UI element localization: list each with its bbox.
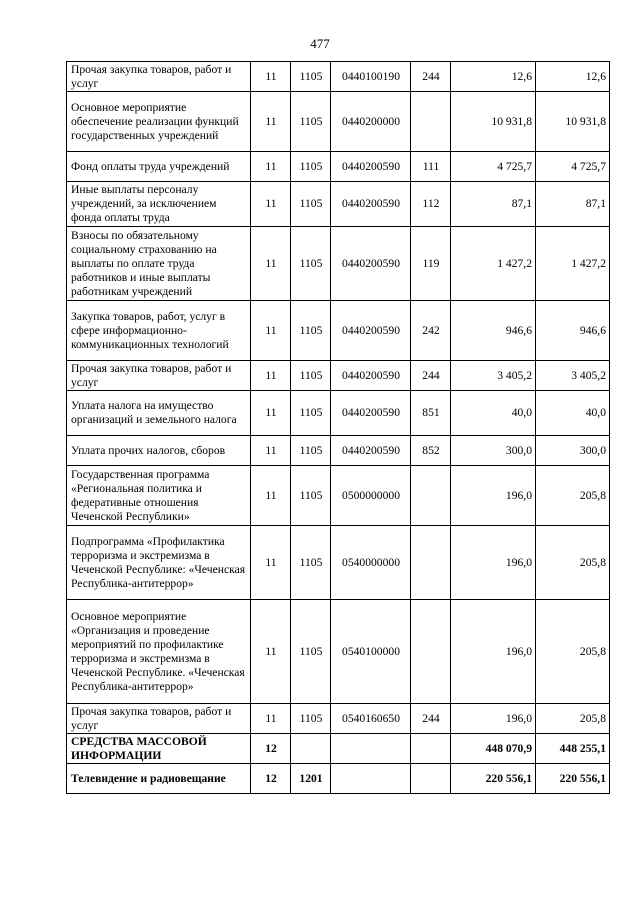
row-section-cell: 11 (251, 92, 291, 152)
row-expense-type-cell: 851 (411, 391, 451, 436)
row-section-cell: 11 (251, 152, 291, 182)
row-expense-type-cell (411, 92, 451, 152)
row-amount-year1-cell: 196,0 (451, 600, 536, 704)
row-name-cell: Уплата налога на имущество организаций и земельного налога (67, 391, 251, 436)
row-expense-type-cell: 119 (411, 227, 451, 301)
row-subsection-cell: 1105 (291, 466, 331, 526)
table-row (67, 182, 610, 227)
row-subsection-cell: 1105 (291, 301, 331, 361)
table-row (67, 526, 610, 600)
row-subsection-cell: 1105 (291, 92, 331, 152)
row-section-cell: 11 (251, 526, 291, 600)
row-section-cell: 12 (251, 734, 291, 764)
row-name-cell: Прочая закупка товаров, работ и услуг (67, 361, 251, 391)
row-expense-type-cell: 244 (411, 704, 451, 734)
budget-table (66, 61, 610, 794)
row-name-cell: Прочая закупка товаров, работ и услуг (67, 704, 251, 734)
row-expense-type-cell: 242 (411, 301, 451, 361)
row-section-cell: 11 (251, 361, 291, 391)
row-section-cell: 12 (251, 764, 291, 794)
row-amount-year2-cell: 946,6 (536, 301, 610, 361)
row-section-cell: 11 (251, 704, 291, 734)
row-section-cell: 11 (251, 227, 291, 301)
row-amount-year1-cell: 196,0 (451, 466, 536, 526)
row-subsection-cell: 1105 (291, 600, 331, 704)
row-subsection-cell: 1105 (291, 436, 331, 466)
row-amount-year1-cell: 1 427,2 (451, 227, 536, 301)
row-section-cell: 11 (251, 301, 291, 361)
row-amount-year1-cell: 4 725,7 (451, 152, 536, 182)
row-amount-year1-cell: 40,0 (451, 391, 536, 436)
row-amount-year2-cell: 3 405,2 (536, 361, 610, 391)
row-target-article-cell: 0540100000 (331, 600, 411, 704)
row-amount-year1-cell: 448 070,9 (451, 734, 536, 764)
table-row (67, 600, 610, 704)
table-row (67, 391, 610, 436)
row-target-article-cell: 0440200590 (331, 391, 411, 436)
table-row (67, 227, 610, 301)
row-amount-year2-cell: 205,8 (536, 526, 610, 600)
row-target-article-cell: 0440200590 (331, 152, 411, 182)
row-subsection-cell: 1105 (291, 227, 331, 301)
row-name-cell: Взносы по обязательному социальному страхованию на выплаты по оплате труда работников и иные выплаты работникам учреждений (67, 227, 251, 301)
table-row (67, 62, 610, 92)
row-amount-year1-cell: 12,6 (451, 62, 536, 92)
row-subsection-cell (291, 734, 331, 764)
table-row (67, 734, 610, 764)
row-subsection-cell: 1105 (291, 182, 331, 227)
row-amount-year2-cell: 1 427,2 (536, 227, 610, 301)
row-name-cell: Закупка товаров, работ, услуг в сфере информационно-коммуникационных технологий (67, 301, 251, 361)
row-subsection-cell: 1105 (291, 526, 331, 600)
row-amount-year1-cell: 10 931,8 (451, 92, 536, 152)
row-amount-year2-cell: 448 255,1 (536, 734, 610, 764)
row-amount-year1-cell: 196,0 (451, 704, 536, 734)
table-row (67, 466, 610, 526)
row-section-cell: 11 (251, 600, 291, 704)
row-amount-year1-cell: 87,1 (451, 182, 536, 227)
row-expense-type-cell (411, 764, 451, 794)
table-row (67, 361, 610, 391)
row-expense-type-cell (411, 466, 451, 526)
table-row (67, 92, 610, 152)
row-subsection-cell: 1105 (291, 62, 331, 92)
row-subsection-cell: 1105 (291, 704, 331, 734)
table-row (67, 764, 610, 794)
row-name-cell: Основное мероприятие обеспечение реализации функций государственных учреждений (67, 92, 251, 152)
row-amount-year1-cell: 300,0 (451, 436, 536, 466)
row-amount-year1-cell: 3 405,2 (451, 361, 536, 391)
row-name-cell: Телевидение и радиовещание (67, 764, 251, 794)
row-amount-year2-cell: 40,0 (536, 391, 610, 436)
row-expense-type-cell: 244 (411, 62, 451, 92)
row-name-cell: Прочая закупка товаров, работ и услуг (67, 62, 251, 92)
row-expense-type-cell: 852 (411, 436, 451, 466)
row-subsection-cell: 1105 (291, 391, 331, 436)
row-target-article-cell: 0440200590 (331, 436, 411, 466)
row-subsection-cell: 1201 (291, 764, 331, 794)
row-target-article-cell (331, 764, 411, 794)
row-amount-year2-cell: 10 931,8 (536, 92, 610, 152)
row-section-cell: 11 (251, 62, 291, 92)
row-amount-year2-cell: 205,8 (536, 704, 610, 734)
table-body (67, 62, 610, 794)
row-amount-year1-cell: 196,0 (451, 526, 536, 600)
row-amount-year2-cell: 4 725,7 (536, 152, 610, 182)
row-section-cell: 11 (251, 391, 291, 436)
row-expense-type-cell: 112 (411, 182, 451, 227)
row-target-article-cell: 0440200000 (331, 92, 411, 152)
row-amount-year1-cell: 946,6 (451, 301, 536, 361)
row-target-article-cell: 0440200590 (331, 301, 411, 361)
row-name-cell: Уплата прочих налогов, сборов (67, 436, 251, 466)
row-amount-year2-cell: 300,0 (536, 436, 610, 466)
row-expense-type-cell (411, 600, 451, 704)
row-name-cell: Фонд оплаты труда учреждений (67, 152, 251, 182)
row-target-article-cell: 0440200590 (331, 361, 411, 391)
row-amount-year2-cell: 205,8 (536, 600, 610, 704)
table-row (67, 301, 610, 361)
table-row (67, 152, 610, 182)
row-name-cell: Основное мероприятие «Организация и проведение мероприятий по профилактике терроризма и экстремизма в Чеченской Республике. «Чеченская Республика-антитеррор» (67, 600, 251, 704)
row-section-cell: 11 (251, 436, 291, 466)
row-name-cell: СРЕДСТВА МАССОВОЙ ИНФОРМАЦИИ (67, 734, 251, 764)
row-name-cell: Подпрограмма «Профилактика терроризма и экстремизма в Чеченской Республике: «Чеченская Республика-антитеррор» (67, 526, 251, 600)
page-number: 477 (310, 36, 330, 51)
row-target-article-cell: 0440200590 (331, 227, 411, 301)
row-expense-type-cell (411, 734, 451, 764)
row-target-article-cell: 0540000000 (331, 526, 411, 600)
row-amount-year2-cell: 87,1 (536, 182, 610, 227)
row-name-cell: Государственная программа «Региональная политика и федеративные отношения Чеченской Республики» (67, 466, 251, 526)
row-expense-type-cell (411, 526, 451, 600)
row-target-article-cell: 0500000000 (331, 466, 411, 526)
row-amount-year1-cell: 220 556,1 (451, 764, 536, 794)
row-subsection-cell: 1105 (291, 361, 331, 391)
row-target-article-cell (331, 734, 411, 764)
row-target-article-cell: 0540160650 (331, 704, 411, 734)
row-expense-type-cell: 111 (411, 152, 451, 182)
row-target-article-cell: 0440100190 (331, 62, 411, 92)
row-expense-type-cell: 244 (411, 361, 451, 391)
row-subsection-cell: 1105 (291, 152, 331, 182)
table-row (67, 436, 610, 466)
row-amount-year2-cell: 220 556,1 (536, 764, 610, 794)
row-amount-year2-cell: 205,8 (536, 466, 610, 526)
table-row (67, 704, 610, 734)
row-section-cell: 11 (251, 182, 291, 227)
row-section-cell: 11 (251, 466, 291, 526)
row-name-cell: Иные выплаты персоналу учреждений, за исключением фонда оплаты труда (67, 182, 251, 227)
row-amount-year2-cell: 12,6 (536, 62, 610, 92)
row-target-article-cell: 0440200590 (331, 182, 411, 227)
